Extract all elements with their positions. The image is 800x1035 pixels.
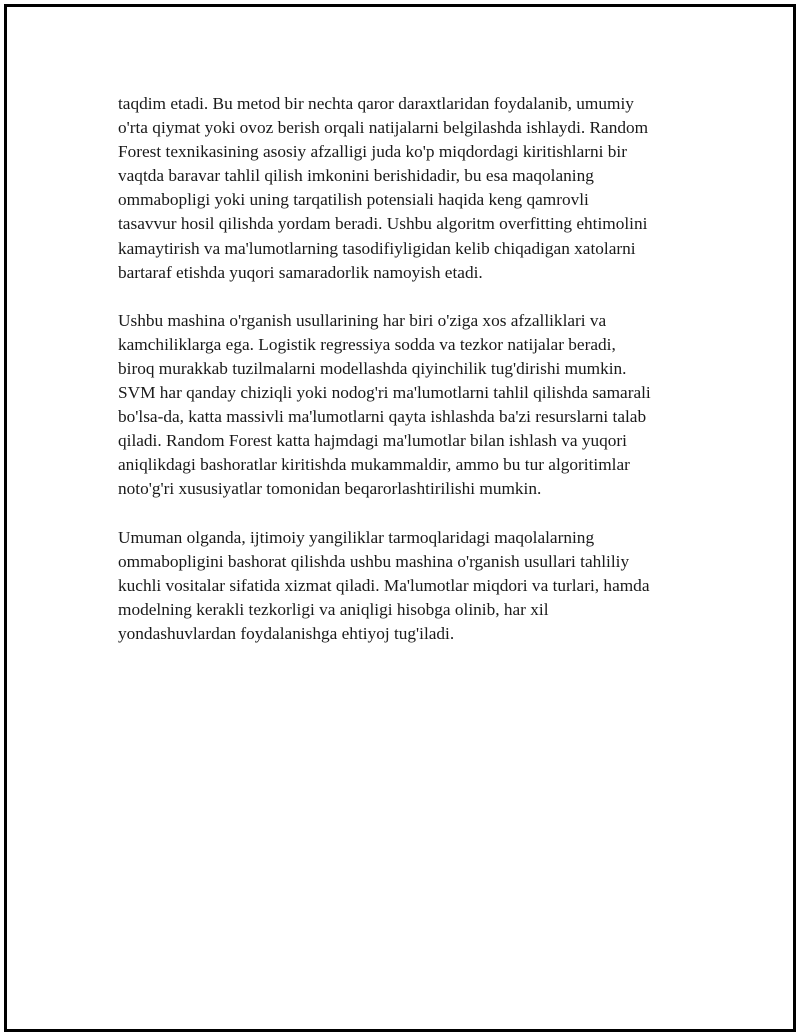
text-line: o'rta qiymat yoki ovoz berish orqali natijalarni belgilashda ishlaydi. Random bbox=[118, 118, 649, 138]
text-line: qiladi. Random Forest katta hajmdagi ma'lumotlar bilan ishlash va yuqori bbox=[118, 431, 627, 451]
text-line: ommabopligini bashorat qilishda ushbu mashina o'rganish usullari tahliliy bbox=[118, 551, 630, 571]
text-line: biroq murakkab tuzilmalarni modellashda qiyinchilik tug'dirishi mumkin. bbox=[118, 358, 627, 378]
text-line: vaqtda baravar tahlil qilish imkonini berishidadir, bu esa maqolaning bbox=[118, 166, 594, 186]
text-line: tasavvur hosil qilishda yordam beradi. Ushbu algoritm overfitting ehtimolini bbox=[118, 214, 648, 234]
text-line: noto'g'ri xususiyatlar tomonidan beqarorlashtirilishi mumkin. bbox=[118, 479, 542, 499]
paragraph-2 bbox=[118, 309, 698, 502]
text-line: SVM har qanday chiziqli yoki nodog'ri ma'lumotlarni tahlil qilishda samarali bbox=[118, 383, 651, 403]
text-line: Umuman olganda, ijtimoiy yangiliklar tarmoqlaridagi maqolalarning bbox=[118, 527, 595, 547]
text-line: Ushbu mashina o'rganish usullarining har biri o'ziga xos afzalliklari va bbox=[118, 310, 607, 330]
paragraph-1 bbox=[118, 92, 698, 285]
text-line: kuchli vositalar sifatida xizmat qiladi. Ma'lumotlar miqdori va turlari, hamda bbox=[118, 575, 650, 595]
text-line: ommabopligi yoki uning tarqatilish potensiali haqida keng qamrovli bbox=[118, 190, 589, 210]
text-line: aniqlikdagi bashoratlar kiritishda mukammaldir, ammo bu tur algoritimlar bbox=[118, 455, 630, 475]
text-line: yondashuvlardan foydalanishga ehtiyoj tug'iladi. bbox=[118, 623, 455, 643]
text-line: modelning kerakli tezkorligi va aniqligi hisobga olinib, har xil bbox=[118, 599, 549, 619]
text-line: taqdim etadi. Bu metod bir nechta qaror daraxtlaridan foydalanib, umumiy bbox=[118, 94, 634, 113]
document-body bbox=[118, 92, 698, 670]
text-line: Forest texnikasining asosiy afzalligi juda ko'p miqdordagi kiritishlarni bir bbox=[118, 142, 627, 162]
paragraph-3 bbox=[118, 526, 698, 646]
document-page bbox=[4, 4, 796, 1032]
text-line: bo'lsa-da, katta massivli ma'lumotlarni qayta ishlashda ba'zi resurslarni talab bbox=[118, 407, 647, 427]
text-line: kamaytirish va ma'lumotlarning tasodifiyligidan kelib chiqadigan xatolarni bbox=[118, 238, 636, 258]
text-line: bartaraf etishda yuqori samaradorlik namoyish etadi. bbox=[118, 262, 483, 282]
text-line: kamchiliklarga ega. Logistik regressiya sodda va tezkor natijalar beradi, bbox=[118, 334, 616, 354]
